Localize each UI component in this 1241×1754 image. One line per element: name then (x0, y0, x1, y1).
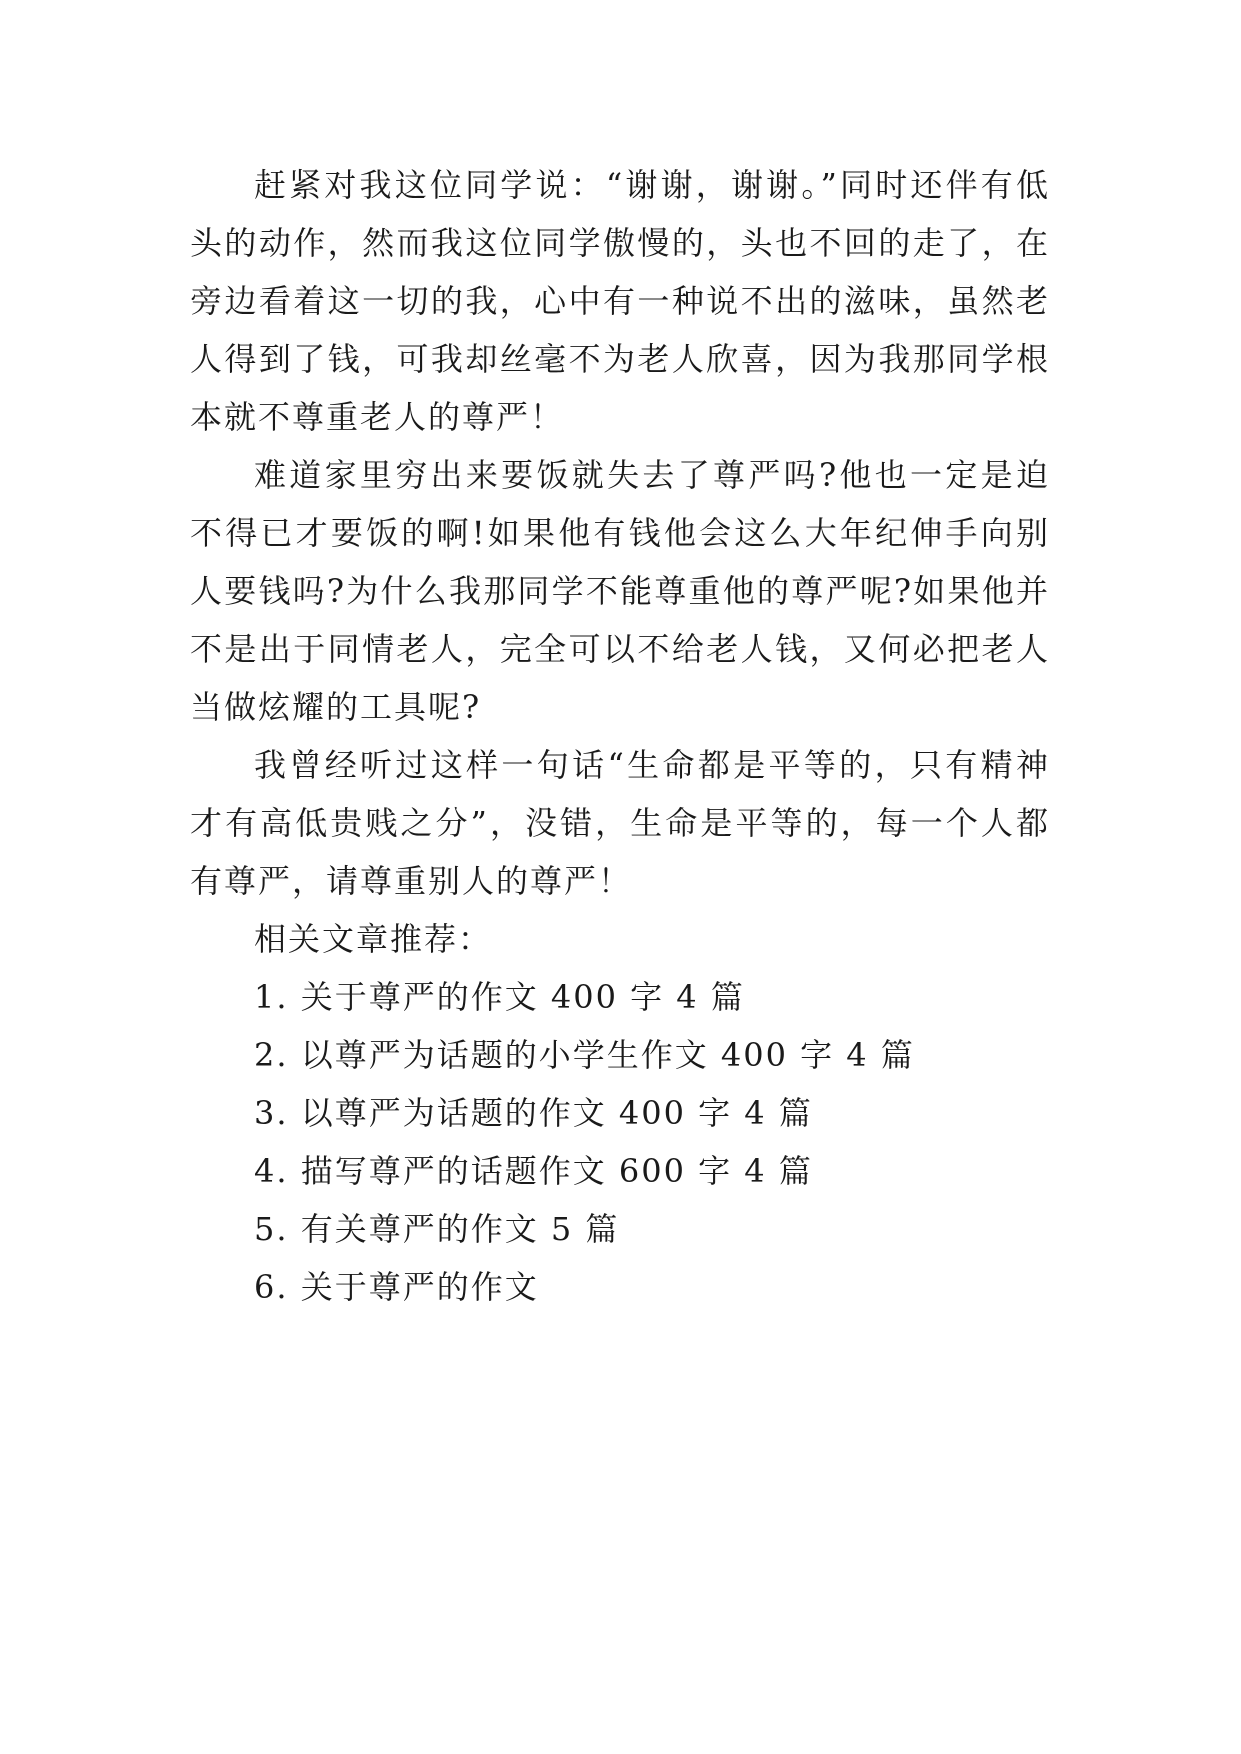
related-articles-heading: 相关文章推荐： (254, 920, 493, 958)
related-article-link-4[interactable]: 4. 描写尊严的话题作文 600 字 4 篇 (254, 1152, 813, 1190)
paragraph-3: 我曾经听过这样一句话“生命都是平等的，只有精神才有高低贵贱之分”，没错，生命是平等的，每一个人都有尊严，请尊重别人的尊严！ (190, 746, 1050, 900)
related-articles-list (190, 968, 1050, 1316)
paragraph-1: 赶紧对我这位同学说：“谢谢，谢谢。”同时还伴有低头的动作，然而我这位同学傲慢的，头也不回的走了，在旁边看着这一切的我，心中有一种说不出的滋味，虽然老人得到了钱，可我却丝毫不为老人欣喜，因为我那同学根本就不尊重老人的尊严！ (190, 166, 1050, 436)
related-article-link-6[interactable]: 6. 关于尊严的作文 (254, 1268, 539, 1306)
related-article-link-2[interactable]: 2. 以尊严为话题的小学生作文 400 字 4 篇 (254, 1036, 915, 1074)
related-article-link-5[interactable]: 5. 有关尊严的作文 5 篇 (254, 1210, 620, 1248)
paragraph-2: 难道家里穷出来要饭就失去了尊严吗?他也一定是迫不得已才要饭的啊!如果他有钱他会这么大年纪伸手向别人要钱吗?为什么我那同学不能尊重他的尊严呢?如果他并不是出于同情老人，完全可以不给老人钱，又何必把老人当做炫耀的工具呢? (190, 456, 1050, 726)
document-body (190, 156, 1050, 1316)
related-article-link-1[interactable]: 1. 关于尊严的作文 400 字 4 篇 (254, 978, 745, 1016)
related-article-link-3[interactable]: 3. 以尊严为话题的作文 400 字 4 篇 (254, 1094, 813, 1132)
